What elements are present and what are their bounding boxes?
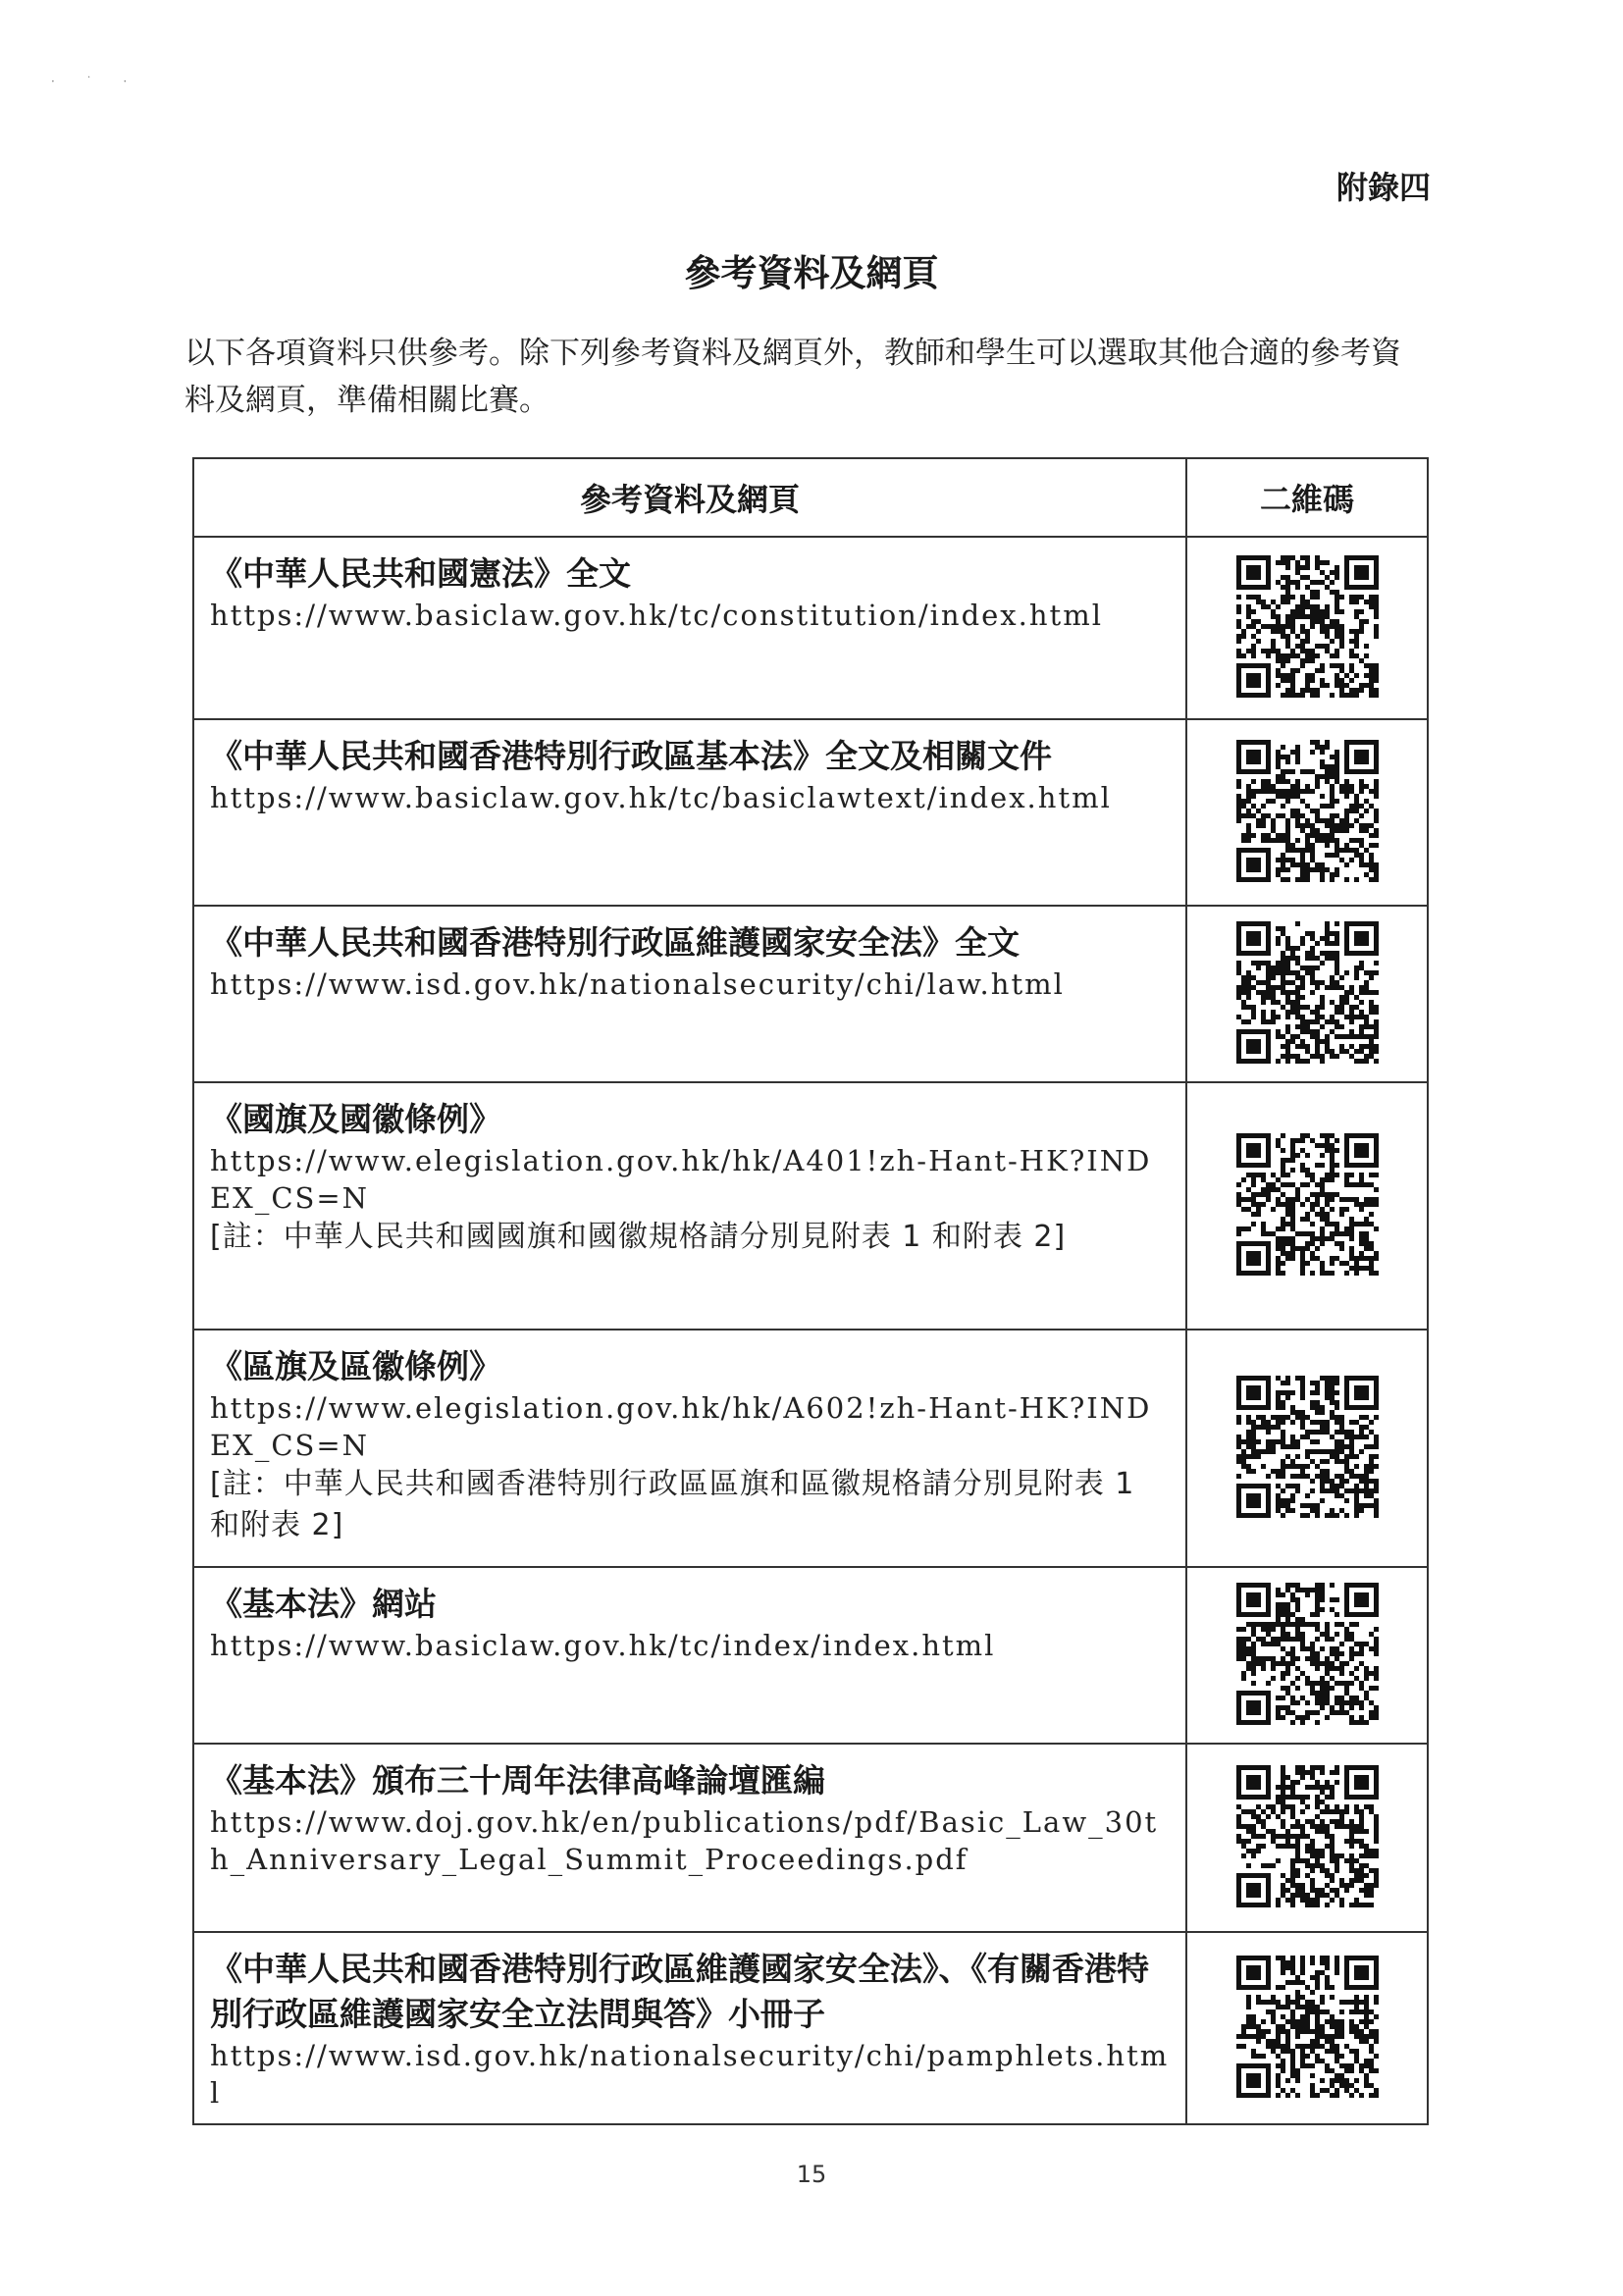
table-row	[193, 1744, 1428, 1932]
qr-code-icon[interactable]	[1236, 1956, 1379, 2098]
reference-cell	[193, 1744, 1186, 1932]
qr-cell	[1186, 1932, 1428, 2124]
qr-cell	[1186, 719, 1428, 906]
reference-title: 《基本法》網站	[210, 1585, 437, 1623]
header-qr-code: 二維碼	[1186, 458, 1428, 537]
intro-paragraph: 以下各項資料只供參考。除下列參考資料及網頁外，教師和學生可以選取其他合適的參考資料及網頁，準備相關比賽。	[184, 336, 1401, 418]
reference-url[interactable]: https://www.elegislation.gov.hk/hk/A401!zh-Hant-HK?INDEX_CS=N	[210, 1144, 1152, 1215]
qr-cell	[1186, 906, 1428, 1082]
page-number: 15	[796, 2161, 827, 2188]
qr-code-icon[interactable]	[1236, 740, 1379, 882]
reference-table	[192, 457, 1429, 2125]
reference-url[interactable]: https://www.basiclaw.gov.hk/tc/index/index.html	[210, 1629, 996, 1662]
reference-cell	[193, 1330, 1186, 1567]
reference-url[interactable]: https://www.isd.gov.hk/nationalsecurity/chi/pamphlets.html	[210, 2039, 1170, 2110]
reference-title: 《中華人民共和國香港特別行政區維護國家安全法》全文	[210, 923, 1020, 962]
table-row	[193, 1330, 1428, 1567]
qr-cell	[1186, 1567, 1428, 1744]
reference-cell	[193, 1932, 1186, 2124]
qr-code-icon[interactable]	[1236, 1133, 1379, 1276]
qr-code-icon[interactable]	[1236, 1583, 1379, 1725]
table-row	[193, 537, 1428, 719]
reference-url[interactable]: https://www.basiclaw.gov.hk/tc/basiclawtext/index.html	[210, 781, 1112, 814]
appendix-label: 附錄四	[1335, 169, 1431, 206]
qr-cell	[1186, 537, 1428, 719]
table-row	[193, 1082, 1428, 1330]
reference-url[interactable]: https://www.doj.gov.hk/en/publications/pdf/Basic_Law_30th_Anniversary_Legal_Summit_Proceedings.pdf	[210, 1805, 1159, 1876]
reference-note: [註：中華人民共和國香港特別行政區區旗和區徽規格請分別見附表 1 和附表 2]	[210, 1467, 1135, 1542]
page-title: 參考資料及網頁	[684, 252, 939, 294]
qr-code-icon[interactable]	[1236, 555, 1379, 698]
reference-url[interactable]: https://www.isd.gov.hk/nationalsecurity/chi/law.html	[210, 967, 1065, 1001]
reference-url[interactable]: https://www.elegislation.gov.hk/hk/A602!zh-Hant-HK?INDEX_CS=N	[210, 1391, 1152, 1462]
table-row	[193, 1567, 1428, 1744]
scan-artifact: · ˙ ·	[51, 75, 141, 88]
reference-url[interactable]: https://www.basiclaw.gov.hk/tc/constitution/index.html	[210, 599, 1103, 632]
reference-title: 《區旗及區徽條例》	[210, 1347, 501, 1385]
qr-code-icon[interactable]	[1236, 921, 1379, 1064]
header-references: 參考資料及網頁	[193, 458, 1186, 537]
reference-cell	[193, 719, 1186, 906]
table-row	[193, 719, 1428, 906]
reference-cell	[193, 1082, 1186, 1330]
qr-code-icon[interactable]	[1236, 1376, 1379, 1518]
reference-title: 《中華人民共和國憲法》全文	[210, 554, 631, 593]
table-header-row	[193, 458, 1428, 537]
reference-title: 《基本法》頒布三十周年法律高峰論壇匯編	[210, 1761, 825, 1800]
qr-code-icon[interactable]	[1236, 1765, 1379, 1907]
reference-cell	[193, 1567, 1186, 1744]
qr-cell	[1186, 1744, 1428, 1932]
reference-title: 《國旗及國徽條例》	[210, 1100, 501, 1138]
reference-cell	[193, 906, 1186, 1082]
reference-cell	[193, 537, 1186, 719]
reference-note: [註：中華人民共和國國旗和國徽規格請分別見附表 1 和附表 2]	[210, 1220, 1067, 1254]
reference-title: 《中華人民共和國香港特別行政區基本法》全文及相關文件	[210, 737, 1052, 775]
reference-title: 《中華人民共和國香港特別行政區維護國家安全法》、《有關香港特別行政區維護國家安全立法問與答》小冊子	[210, 1950, 1149, 2033]
table-row	[193, 906, 1428, 1082]
qr-cell	[1186, 1082, 1428, 1330]
table-row	[193, 1932, 1428, 2124]
qr-cell	[1186, 1330, 1428, 1567]
